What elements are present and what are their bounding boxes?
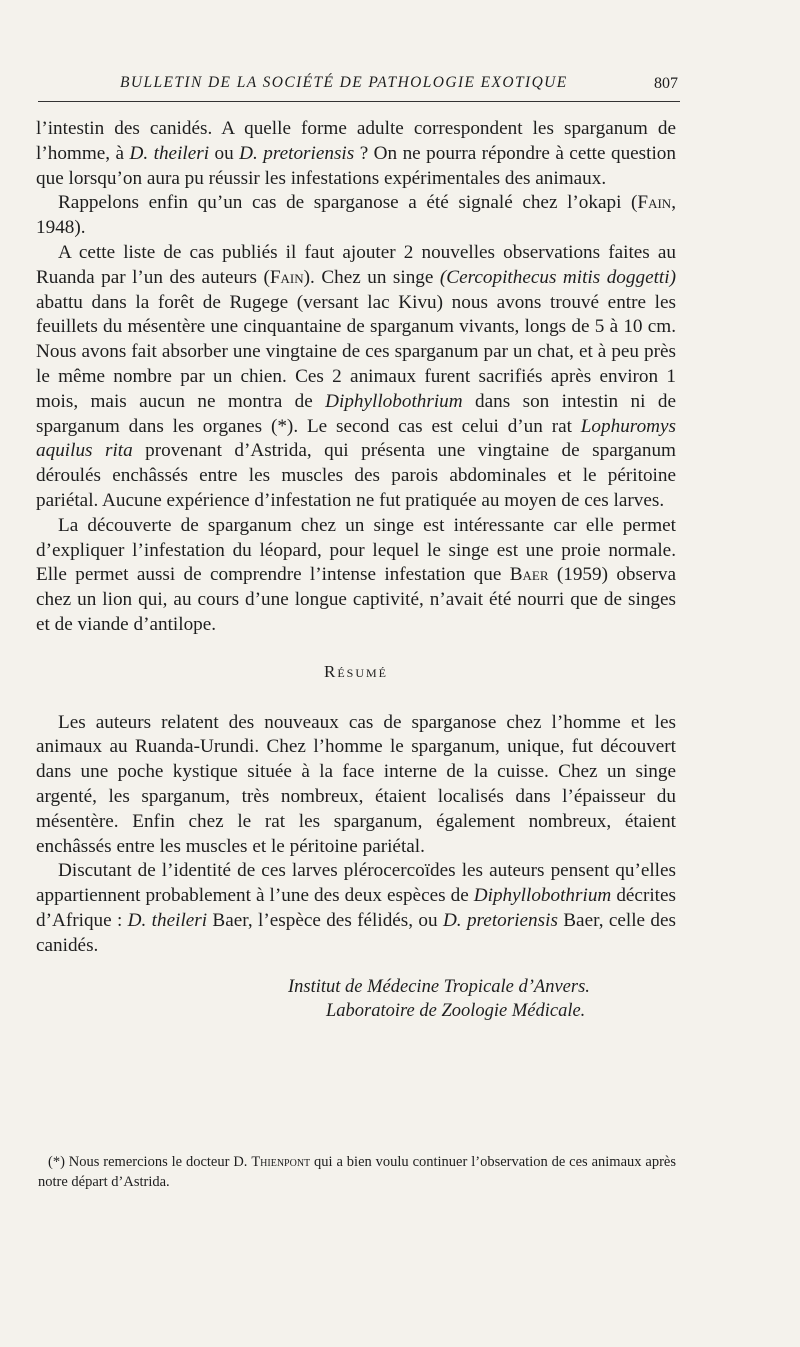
text-run: dans son intestin ni de sparganum dans les organes (*). Le second cas est celui d’un rat: [36, 390, 676, 437]
text-run: qui a bien voulu continuer l’observation de ces animaux après notre départ d’Astrida.: [38, 1154, 676, 1190]
text-run: ou: [209, 142, 240, 164]
text-run: provenant d’Astrida, qui présenta une vingtaine de sparganum déroulés enchâssés entre les muscles des parois abdominales et le péritoine pariétal. Aucune expérience d’infestation ne fut pratiquée au moyen de ces larves.: [36, 440, 676, 511]
author-name: Fain: [269, 266, 304, 288]
paragraph-4: [36, 514, 676, 638]
text-run: ). Chez un singe: [303, 266, 440, 288]
text-run: ? On ne pourra répondre à cette question que lorsqu’on aura pu réussir les infestations expérimentales des animaux.: [36, 142, 676, 189]
resume-paragraph-1: Les auteurs relatent des nouveaux cas de sparganose chez l’homme et les animaux au Ruanda-Urundi. Chez l’homme le sparganum, unique, fut découvert dans une poche kystique située à la face interne de la cuisse. Chez un singe argenté, les sparganum, très nombreux, étaient localisés dans l’épaisseur du mésentère. Enfin chez le rat les sparganum, également nombreux, étaient enchâssés entre les muscles et le péritoine pariétal.: [36, 711, 676, 857]
species-name: Diphyllobothrium: [325, 390, 463, 412]
text-run: Baer, celle des canidés.: [36, 909, 676, 956]
text-run: (*) Nous remercions le docteur D.: [48, 1154, 252, 1170]
journal-title: BULLETIN DE LA SOCIÉTÉ DE PATHOLOGIE EXOTIQUE: [120, 74, 568, 91]
text-run: (1959) observa chez un lion qui, au cours d’une longue captivité, n’avait été nourri que de singes et de viande d’antilope.: [36, 564, 676, 635]
text-run: A cette liste de cas publiés il faut ajouter 2 nouvelles observations faites au Ruanda par l’un des auteurs (: [36, 241, 676, 288]
article-body: [36, 117, 676, 1023]
laboratory-line: Laboratoire de Zoologie Médicale.: [326, 1000, 586, 1021]
text-run: Rappelons enfin qu’un cas de sparganose a été signalé chez l’okapi (: [58, 192, 638, 214]
running-header: [36, 74, 680, 100]
text-run: l’intestin des canidés. A quelle forme adulte correspondent les sparganum de l’homme, à: [36, 118, 676, 164]
author-name: Baer: [509, 564, 549, 586]
text-run: abattu dans la forêt de Rugege (versant lac Kivu) nous avons trouvé entre les feuillets du mésentère une cinquantaine de sparganum vivants, longs de 5 à 10 cm. Nous avons fait absorber une vingtaine de ces sparganum par un chat, et à peu près le même nombre par un chien. Ces 2 animaux furent sacrifiés après environ 1 mois, mais aucun ne montra de: [36, 291, 676, 412]
header-rule: [38, 101, 680, 102]
paragraph-3: [36, 241, 676, 514]
species-name: D. theileri: [127, 909, 208, 931]
species-name: D. pretoriensis: [442, 909, 558, 931]
page-number: 807: [654, 75, 678, 92]
species-name: D. pretoriensis: [239, 142, 355, 164]
species-name: Lophuromys aquilus rita: [36, 415, 676, 462]
paragraph-1: [36, 117, 676, 191]
species-name: (Cercopithecus mitis doggetti): [439, 266, 676, 288]
footnote: [38, 1152, 676, 1192]
text-run: Discutant de l’identité de ces larves plérocercoïdes les auteurs pensent qu’elles appartiennent probablement à l’une des deux espèces de: [36, 860, 676, 907]
text-run: , 1948).: [36, 192, 676, 239]
author-name: Fain: [637, 192, 672, 214]
text-run: décrites d’Afrique :: [36, 885, 676, 931]
paragraph-2: [36, 191, 676, 241]
species-name: D. theileri: [129, 142, 210, 164]
resume-heading: Résumé: [323, 661, 388, 681]
text-run: Baer, l’espèce des félidés, ou: [207, 909, 443, 931]
affiliation-signature: [36, 975, 676, 1023]
resume-paragraph-2: [36, 859, 676, 958]
institute-line: Institut de Médecine Tropicale d’Anvers.: [288, 976, 590, 997]
text-run: La découverte de sparganum chez un singe est intéressante car elle permet d’expliquer l’infestation du léopard, pour lequel le singe est une proie normale. Elle permet aussi de comprendre l’intense infestation que: [36, 514, 676, 586]
species-name: Diphyllobothrium: [473, 885, 612, 907]
author-name: Thienpont: [251, 1154, 311, 1170]
